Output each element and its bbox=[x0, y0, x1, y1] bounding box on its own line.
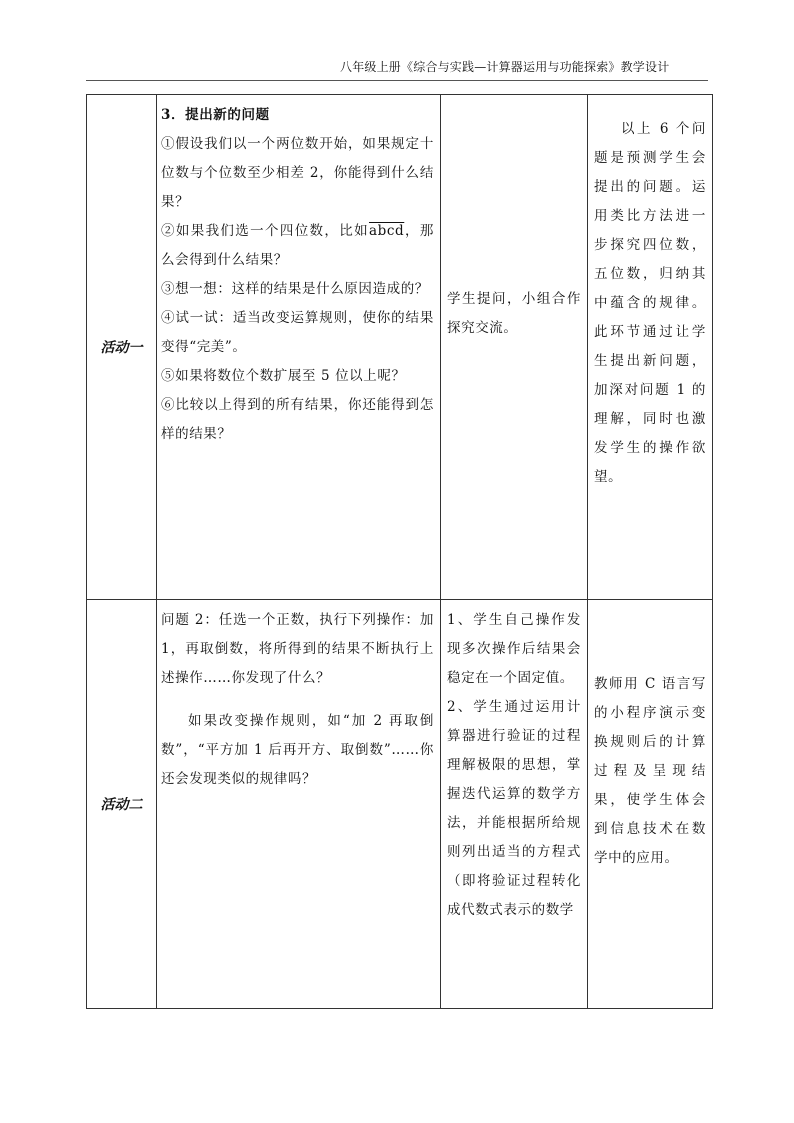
question-item: ①假设我们以一个两位数开始，如果规定十位数与个位数至少相差 2，你能得到什么结果？ bbox=[161, 136, 434, 210]
question-text: ，那么会得到什么结果？ bbox=[161, 223, 434, 268]
student-activity-text: 学生提问，小组合作探究交流。 bbox=[447, 291, 581, 336]
student-activity-item: 2、学生通过运用计算器进行验证的过程理解极限的思想，掌握迭代运算的数学方法，并能根据所给规则列出适当的方程式（即将验证过程转化成代数式表示的数学 bbox=[447, 699, 581, 918]
activity-content-cell bbox=[157, 600, 441, 1009]
design-note-cell bbox=[588, 600, 713, 1009]
overline-number: abcd bbox=[368, 223, 405, 239]
question-item: ③想一想：这样的结果是什么原因造成的？ bbox=[161, 281, 429, 297]
content-heading: 3．提出新的问题 bbox=[161, 107, 270, 123]
header-rule bbox=[86, 80, 708, 81]
student-activity-cell bbox=[441, 95, 588, 600]
activity-label: 活动一 bbox=[87, 95, 157, 600]
activity-label: 活动二 bbox=[87, 600, 157, 1009]
question-item: ④试一试：适当改变运算规则，使你的结果变得“完美”。 bbox=[161, 310, 434, 355]
table-row-activity-1 bbox=[87, 95, 713, 600]
question-item bbox=[161, 217, 434, 275]
page-header: 八年级上册《综合与实践—计算器运用与功能探索》教学设计 bbox=[340, 60, 670, 74]
problem-extension-text: 如果改变操作规则，如“加 2 再取倒数”，“平方加 1 后再开方、取倒数”……你还会发现类似的规律吗？ bbox=[161, 713, 434, 787]
design-note-cell bbox=[588, 95, 713, 600]
problem-text: 问题 2：任选一个正数，执行下列操作：加 1，再取倒数，将所得到的结果不断执行上述操作……你发现了什么？ bbox=[161, 612, 434, 686]
student-activity-cell bbox=[441, 600, 588, 1009]
question-item: ⑥比较以上得到的所有结果，你还能得到怎样的结果？ bbox=[161, 397, 434, 442]
question-text: ②如果我们选一个四位数，比如 bbox=[161, 223, 369, 239]
design-note-text: 教师用 C 语言写的小程序演示变换规则后的计算过程及呈现结果，使学生体会到信息技术在数学中的应用。 bbox=[594, 676, 706, 866]
table-row-activity-2 bbox=[87, 600, 713, 1009]
student-activity-item: 1、学生自己操作发现多次操作后结果会稳定在一个固定值。 bbox=[447, 612, 581, 686]
question-item: ⑤如果将数位个数扩展至 5 位以上呢？ bbox=[161, 368, 406, 384]
activity-content-cell bbox=[157, 95, 441, 600]
design-note-text: 以上 6 个问题是预测学生会提出的问题。运用类比方法进一步探究四位数，五位数，归纳其中蕴含的规律。此环节通过让学生提出新问题，加深对问题 1 的理解，同时也激发学生的操作欲望。 bbox=[594, 121, 706, 485]
lesson-table bbox=[86, 94, 713, 1009]
